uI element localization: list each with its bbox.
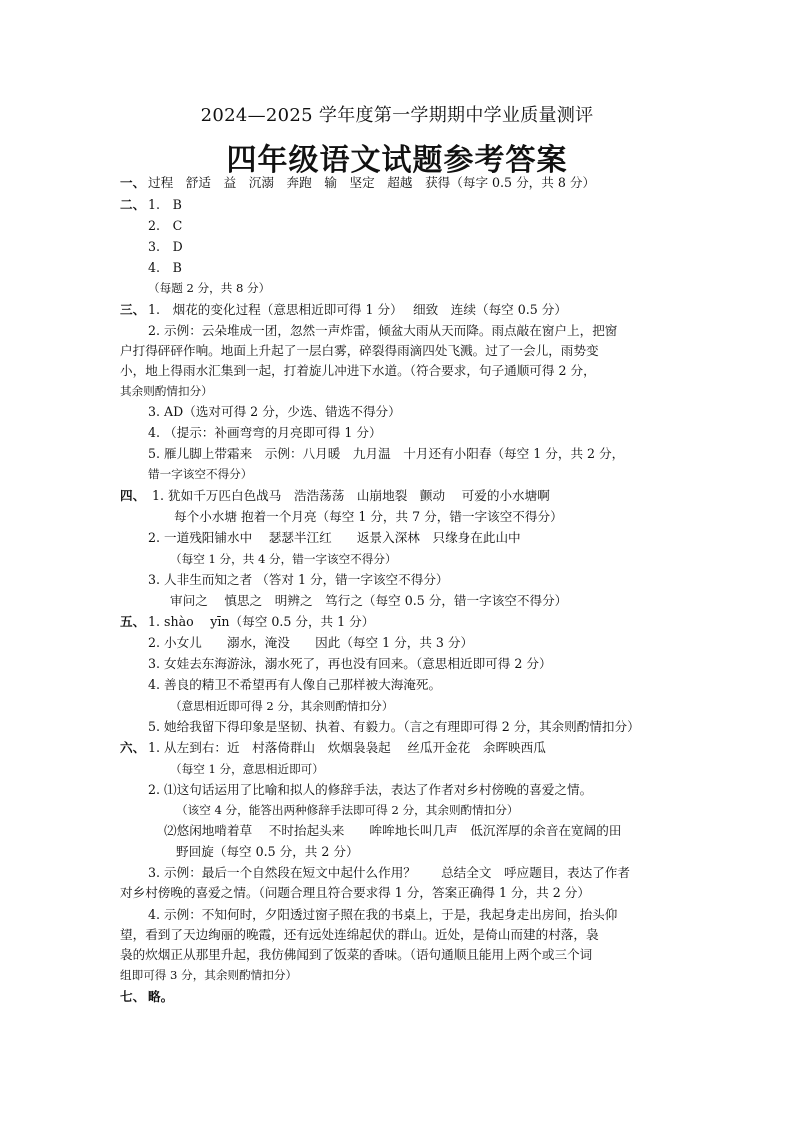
section-5-q5: 5. 她给我留下得印象是坚韧、执着、有毅力。（言之有理即可得 2 分，其余则酌情扣分） xyxy=(148,719,640,734)
section-5-number: 五、 xyxy=(120,614,146,629)
section-7-number: 七、 xyxy=(120,989,146,1004)
answer-key-title: 四年级语文试题参考答案 xyxy=(226,143,568,178)
section-6-q3-line: 3. 示例：最后一个自然段在短文中起什么作用？ 总结全文 呼应题目，表达了作者 xyxy=(148,865,630,880)
section-3-q3: 3. AD（选对可得 2 分，少选、错选不得分） xyxy=(148,404,401,419)
section-6-q2-line: 野回旋（每空 0.5 分，共 2 分） xyxy=(176,844,359,859)
section-2-answer-3: 3. D xyxy=(148,239,183,254)
section-2-answer-1: 1. B xyxy=(148,197,182,212)
section-3-q5-line: 5. 雁儿脚上带霜来 示例：八月暖 九月温 十月还有小阳春（每空 1 分，共 2 分， xyxy=(148,446,625,461)
section-3-q2-line: 2. 示例：云朵堆成一团，忽然一声炸雷，倾盆大雨从天而降。雨点敲在窗户上，把窗 xyxy=(148,323,618,338)
section-4-number: 四、 xyxy=(120,488,146,503)
section-6-q1-line: （每空 1 分，意思相近即可） xyxy=(170,762,324,776)
section-6-q4-line: 望，看到了天边绚丽的晚霞，还有远处连绵起伏的群山。近处，是倚山而建的村落，袅 xyxy=(120,927,599,942)
section-3-q2-line: 小，地上得雨水汇集到一起，打着旋儿冲进下水道。（符合要求，句子通顺可得 2 分， xyxy=(120,363,596,378)
section-6-q4-line: 组即可得 3 分，其余则酌情扣分） xyxy=(120,968,298,982)
section-7-answer: 略。 xyxy=(148,989,174,1004)
section-4-q2-line: （每空 1 分，共 4 分，错一字该空不得分） xyxy=(170,552,397,566)
section-4-q3-line: 3. 人非生而知之者 （答对 1 分，错一字该空不得分） xyxy=(148,572,449,587)
section-6-q4-line: 4. 示例：不知何时，夕阳透过窗子照在我的书桌上，于是，我起身走出房间，抬头仰 xyxy=(148,907,618,922)
section-4-q1-line: 1. 犹如千万匹白色战马 浩浩荡荡 山崩地裂 颤动 可爱的小水塘啊 xyxy=(152,488,550,503)
section-5-q2: 2. 小女儿 溺水，淹没 因此（每空 1 分，共 3 分） xyxy=(148,635,474,650)
section-6-number: 六、 xyxy=(120,740,146,755)
section-5-q1: 1. shào yīn（每空 0.5 分，共 1 分） xyxy=(148,614,375,629)
section-1-answers: 过程 舒适 益 沉溺 奔跑 输 坚定 超越 获得（每字 0.5 分，共 8 分） xyxy=(148,175,596,190)
section-3-number: 三、 xyxy=(120,302,146,317)
section-4-q3-line: 审问之 慎思之 明辨之 笃行之（每空 0.5 分，错一字该空不得分） xyxy=(170,593,568,608)
section-3-q2-line: 户打得砰砰作响。地面上升起了一层白雾，碎裂得雨滴四处飞溅。过了一会儿，雨势变 xyxy=(120,343,599,358)
section-2-score-note: （每题 2 分，共 8 分） xyxy=(148,281,271,295)
section-3-q2-line: 其余则酌情扣分） xyxy=(120,384,213,398)
section-2-answer-4: 4. B xyxy=(148,260,182,275)
section-5-q3: 3. 女娃去东海游泳，溺水死了，再也没有回来。（意思相近即可得 2 分） xyxy=(148,656,552,671)
exam-title: 2024—2025 学年度第一学期期中学业质量测评 xyxy=(200,105,594,126)
section-6-q3-line: 对乡村傍晚的喜爱之情。（问题合理且符合要求得 1 分，答案正确得 1 分，共 2 分） xyxy=(120,885,590,900)
section-1-number: 一、 xyxy=(120,175,146,190)
section-6-q2-line: 2. ⑴这句话运用了比喻和拟人的修辞手法，表达了作者对乡村傍晚的喜爱之情。 xyxy=(148,782,593,797)
section-2-answer-2: 2. C xyxy=(148,218,183,233)
section-6-q2-line: ⑵悠闲地啃着草 不时抬起头来 哞哞地长叫几声 低沉浑厚的余音在宽阔的田 xyxy=(164,823,622,838)
section-4-q1-line: 每个小水塘 抱着一个月亮（每空 1 分，共 7 分，错一字该空不得分） xyxy=(174,509,563,524)
section-5-q4-line: 4. 善良的精卫不希望再有人像自己那样被大海淹死。 xyxy=(148,677,442,692)
section-4-q2-line: 2. 一道残阳铺水中 瑟瑟半江红 返景入深林 只缘身在此山中 xyxy=(148,530,521,545)
section-2-number: 二、 xyxy=(120,197,146,212)
section-3-q1: 1. 烟花的变化过程（意思相近即可得 1 分） 细致 连续（每空 0.5 分） xyxy=(148,302,567,317)
section-6-q4-line: 袅的炊烟正从那里升起，我仿佛闻到了饭菜的香味。（语句通顺且能用上两个或三个词 xyxy=(120,947,593,962)
section-5-q4-line: （意思相近即可得 2 分，其余则酌情扣分） xyxy=(170,699,394,713)
section-3-q4: 4. （提示：补画弯弯的月亮即可得 1 分） xyxy=(148,425,382,440)
section-6-q1-line: 1. 从左到右：近 村落倚群山 炊烟袅袅起 丝瓜开金花 余晖映西瓜 xyxy=(148,740,546,755)
section-3-q5-line: 错一字该空不得分） xyxy=(148,467,253,481)
section-6-q2-line: （该空 4 分，能答出两种修辞手法即可得 2 分，其余则酌情扣分） xyxy=(176,803,519,817)
